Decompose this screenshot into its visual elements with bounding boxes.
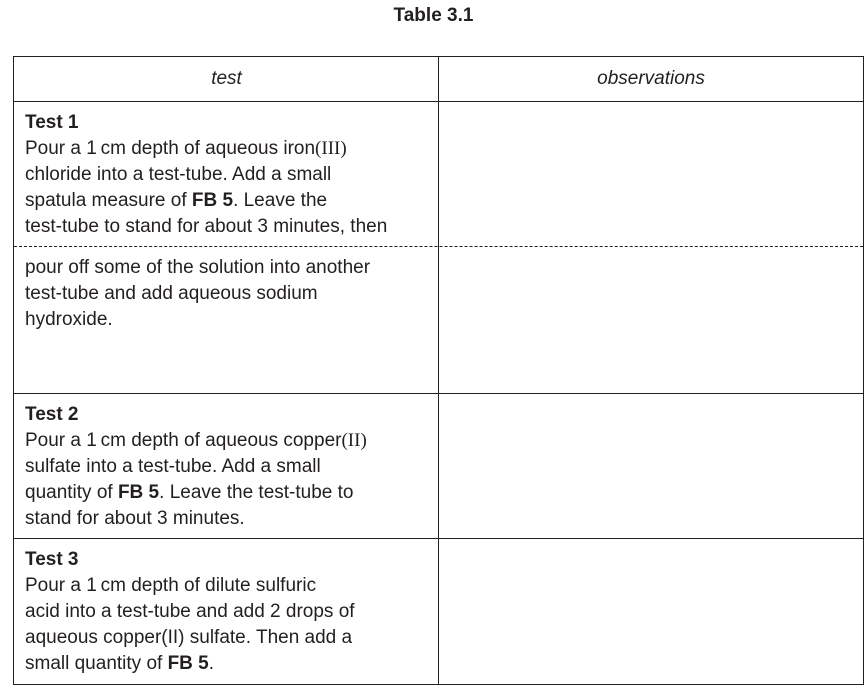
test1-split-dashed-line — [14, 246, 863, 247]
reagent-fb5: FB 5 — [167, 653, 209, 674]
test1-heading: Test 1 — [25, 112, 79, 133]
column-header-observations: observations — [597, 68, 705, 89]
test3-line4: small quantity of FB 5. — [25, 653, 215, 674]
column-header-test: test — [211, 68, 242, 89]
test1-part-b-line2: test-tube and add aqueous sodium — [25, 283, 318, 304]
test3-instructions — [25, 547, 435, 677]
test2-line1: Pour a 1 cm depth of aqueous copper(II) — [25, 430, 367, 451]
test1-part-b-line3: hydroxide. — [25, 309, 113, 330]
row-divider-test1-test2 — [14, 393, 863, 394]
test2-line2: sulfate into a test-tube. Add a small — [25, 456, 321, 477]
test1-instructions-part-b — [25, 255, 435, 333]
test3-line2: acid into a test-tube and add 2 drops of — [25, 601, 355, 622]
row-divider-test2-test3 — [14, 538, 863, 539]
test2-line4: stand for about 3 minutes. — [25, 508, 245, 529]
table-caption: Table 3.1 — [393, 5, 474, 26]
reagent-fb5: FB 5 — [191, 190, 234, 211]
test2-heading: Test 2 — [25, 404, 79, 425]
results-table — [13, 56, 864, 685]
test2-line3: quantity of FB 5. Leave the test-tube to — [25, 482, 354, 503]
reagent-fb5: FB 5 — [117, 482, 160, 503]
test1-instructions-part-a — [25, 110, 435, 240]
test3-line1: Pour a 1 cm depth of dilute sulfuric — [25, 575, 317, 596]
test1-part-b-line1: pour off some of the solution into another — [25, 257, 371, 278]
test2-instructions — [25, 402, 435, 532]
test1-line4: test-tube to stand for about 3 minutes, then — [25, 216, 388, 237]
test1-line2: chloride into a test-tube. Add a small — [25, 164, 332, 185]
test1-line1: Pour a 1 cm depth of aqueous iron(III) — [25, 138, 347, 159]
column-divider — [438, 57, 439, 684]
test3-line3: aqueous copper(II) sulfate. Then add a — [25, 627, 353, 648]
test3-heading: Test 3 — [25, 549, 79, 570]
test1-line3: spatula measure of FB 5. Leave the — [25, 190, 328, 211]
